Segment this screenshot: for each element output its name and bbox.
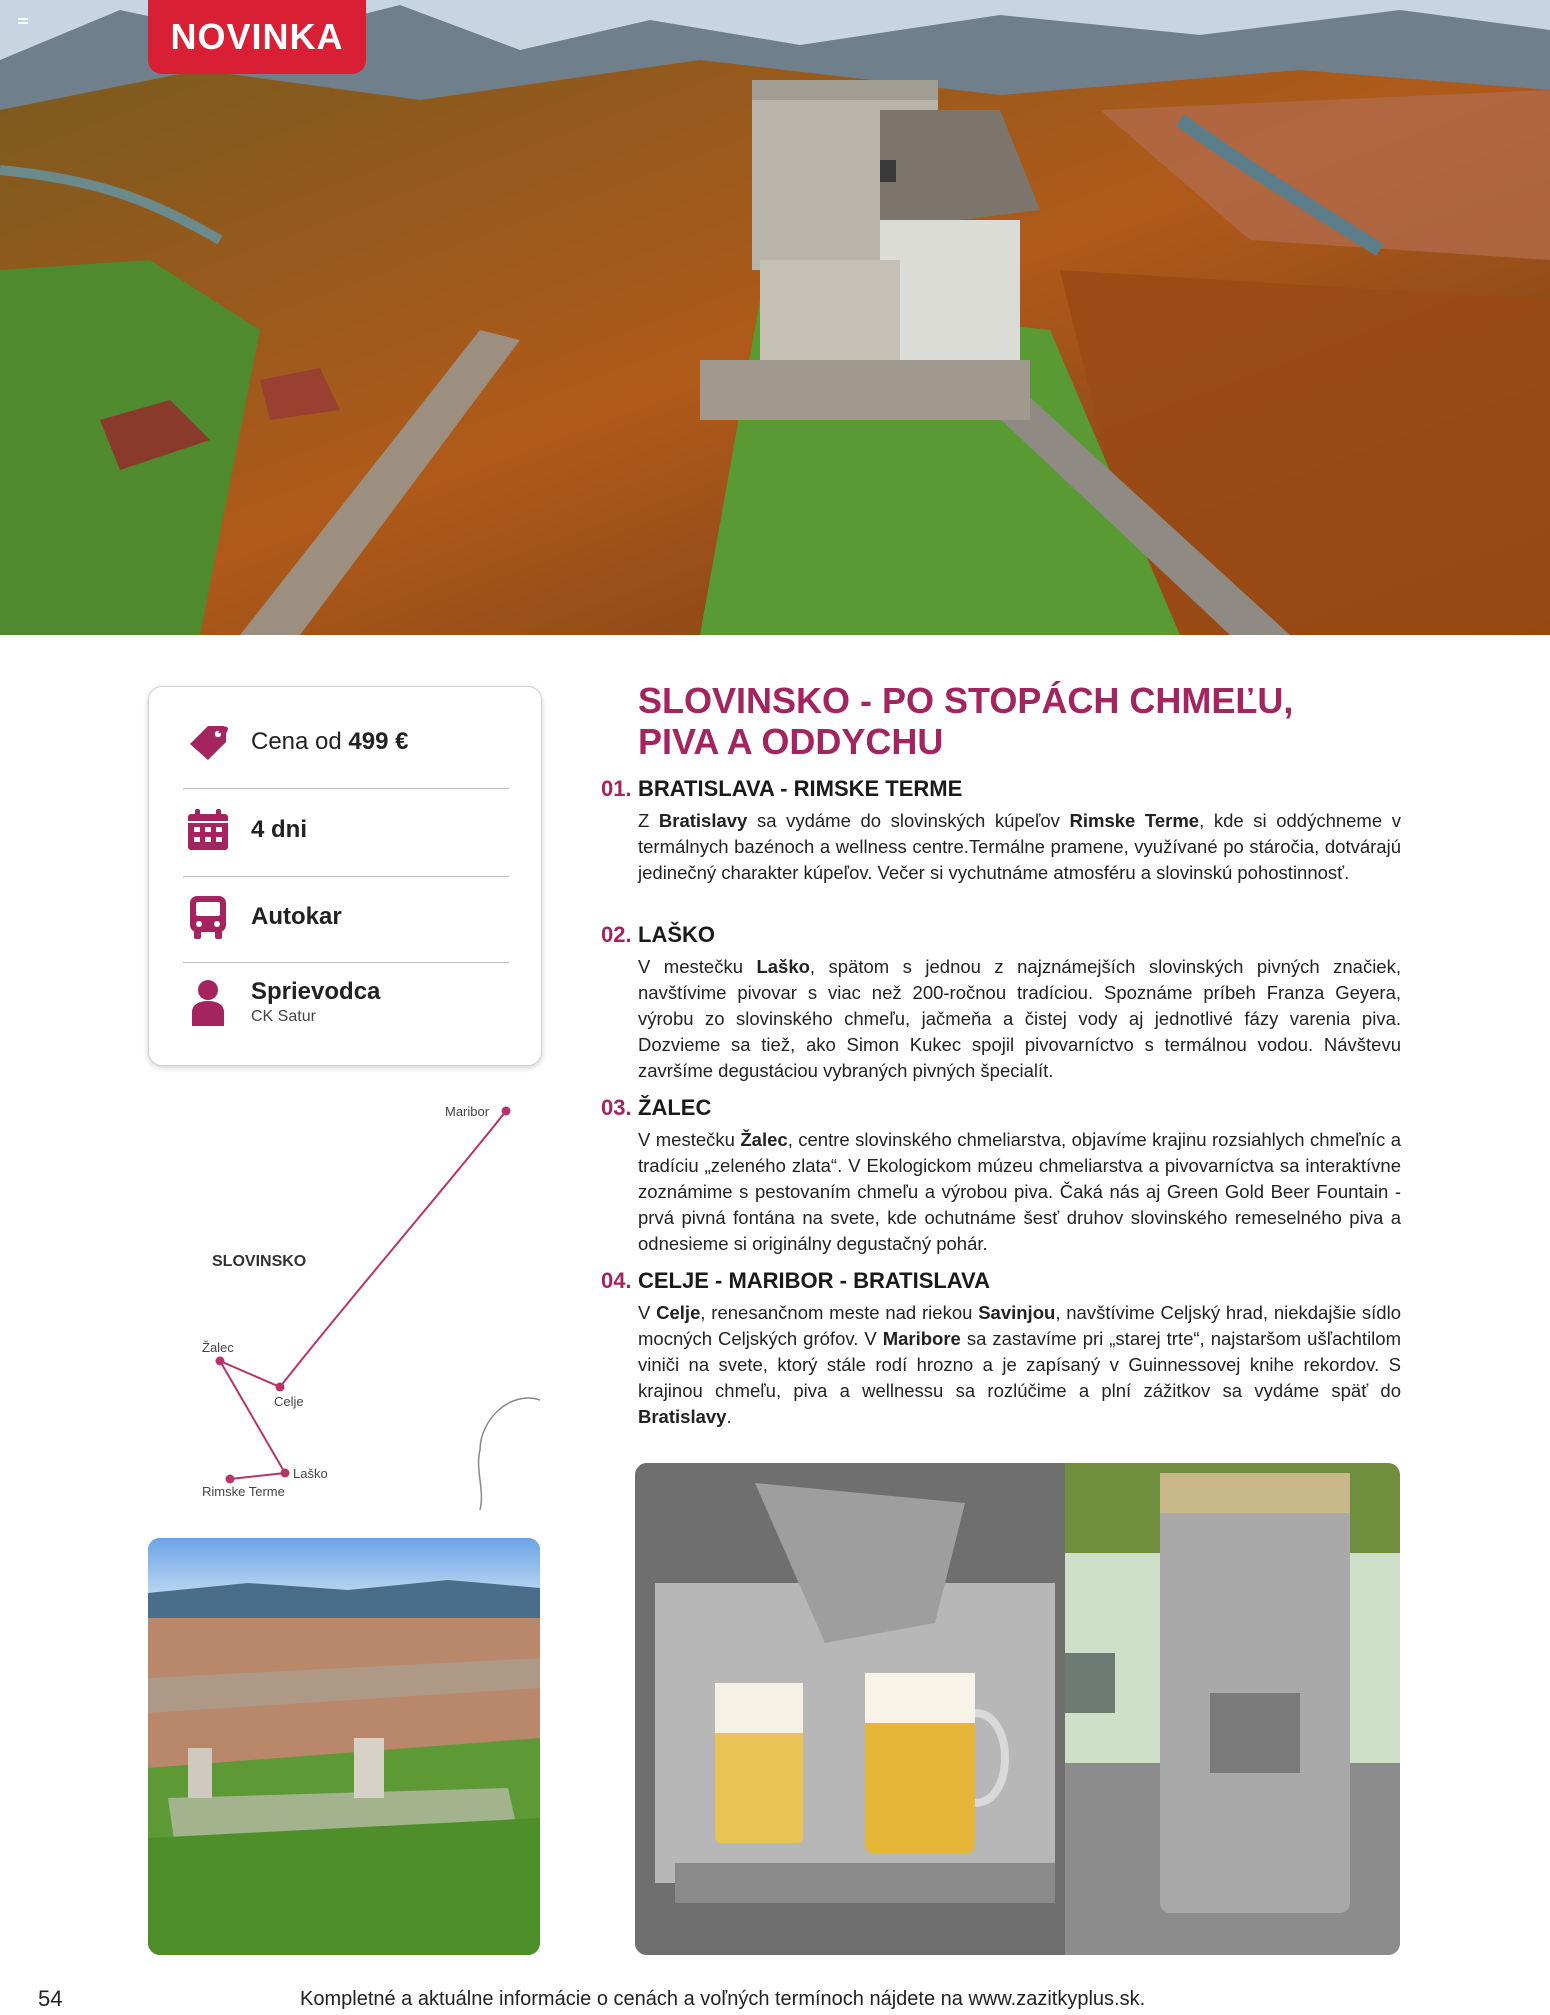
bold-place-name: Savinjou bbox=[978, 1302, 1056, 1323]
day-text bbox=[638, 1127, 1401, 1257]
bold-place-name: Laško bbox=[756, 956, 810, 977]
day-heading: CELJE - MARIBOR - BRATISLAVA bbox=[638, 1268, 990, 1293]
trip-title bbox=[638, 680, 1398, 762]
route-line bbox=[220, 1111, 506, 1479]
bold-place-name: Žalec bbox=[740, 1129, 788, 1150]
text-run: Z bbox=[638, 810, 659, 831]
day-number: 01. bbox=[601, 776, 632, 801]
person-icon bbox=[183, 977, 233, 1027]
text-run: , navštívime Celjský hrad, niekdajšie sídlo mocných Celjských grófov. V bbox=[638, 1302, 1401, 1349]
divider bbox=[183, 788, 509, 789]
page-number: 54 bbox=[38, 1986, 63, 2011]
map-town-label: Celje bbox=[274, 1394, 304, 1409]
bold-place-name: Rimske Terme bbox=[1069, 810, 1200, 831]
price-value: 499 € bbox=[348, 728, 409, 755]
text-run: . bbox=[726, 1406, 732, 1427]
day-text bbox=[638, 954, 1401, 1084]
text-run: sa zastavíme pri „starej trte“, najstaršom ušľachtilom viniči na svete, ktorý stále rodí hrozno a je zapísaný v Guinnessovej knihe rekordov. S krajinou chmeľu, piva a wellnessu sa rozlúčime a plní zážitkov sa vydáme späť do bbox=[638, 1328, 1401, 1401]
text-run: , renesančnom meste nad riekou bbox=[700, 1302, 979, 1323]
route-map bbox=[180, 1090, 540, 1510]
photo-beer-fountain bbox=[635, 1463, 1400, 1955]
title-text: SLOVINSKO - PO STOPÁCH CHMEĽU, PIVA A ODDYCHU bbox=[638, 680, 1294, 762]
transport-value: Autokar bbox=[251, 903, 342, 930]
border-line bbox=[479, 1398, 540, 1510]
divider bbox=[183, 876, 509, 877]
footer-note: Kompletné a aktuálne informácie o cenách a voľných termínoch nájdete na www.zazitkyplus.sk. bbox=[300, 1988, 1146, 2010]
map-town-label: Maribor bbox=[445, 1104, 490, 1119]
stop-maribor bbox=[502, 1107, 511, 1116]
hero-photo-castle bbox=[0, 0, 1550, 635]
guide-value: Sprievodca bbox=[251, 978, 381, 1005]
price-row bbox=[183, 717, 509, 767]
divider bbox=[183, 962, 509, 963]
bus-icon bbox=[183, 892, 233, 942]
map-town-label: Žalec bbox=[202, 1340, 234, 1355]
price-tag-icon bbox=[183, 717, 233, 767]
price-label: Cena od bbox=[251, 728, 342, 755]
transport-row bbox=[183, 892, 509, 942]
day-3 bbox=[601, 1095, 1401, 1257]
map-town-label: Rimske Terme bbox=[202, 1484, 285, 1499]
guide-sub: CK Satur bbox=[251, 1008, 316, 1025]
day-1 bbox=[601, 776, 1401, 886]
day-heading: ŽALEC bbox=[638, 1095, 712, 1120]
map-town-label: Laško bbox=[293, 1466, 328, 1481]
day-text bbox=[638, 1300, 1401, 1430]
bold-place-name: Bratislavy bbox=[638, 1406, 727, 1427]
day-heading: LAŠKO bbox=[638, 922, 715, 947]
calendar-icon bbox=[183, 805, 233, 855]
bold-place-name: Bratislavy bbox=[658, 810, 748, 831]
trip-info-card bbox=[148, 686, 542, 1066]
stop-lasko bbox=[281, 1469, 290, 1478]
guide-row bbox=[183, 977, 509, 1027]
text-run: , spätom s jednou z najznámejších slovinských pivných značiek, navštívime pivovar s viac než 200-ročnou tradíciou. Spoznáme príbeh Franza Geyera, výrobu zo slovinského chmeľu, jačmeňa a čistej vody aj jednotlivé fázy varenia piva. Dozvieme sa tiež, ako Simon Kukec spojil pivovarníctvo s termálnou vodou. Návštevu završíme degustáciou vybraných pivných špecialít. bbox=[638, 956, 1401, 1081]
bold-place-name: Maribore bbox=[882, 1328, 961, 1349]
stop-celje bbox=[276, 1383, 285, 1392]
text-run: sa vydáme do slovinských kúpeľov bbox=[747, 810, 1070, 831]
duration-value: 4 dni bbox=[251, 816, 308, 843]
day-number: 04. bbox=[601, 1268, 632, 1293]
day-4 bbox=[601, 1268, 1401, 1430]
duration-row bbox=[183, 805, 509, 855]
text-run: , kde si oddýchneme v termálnych bazénoch a wellness centre.Termálne pramene, využívané po stáročia, dotvárajú jedinečný charakter kúpeľov. Večer si vychutnáme atmosféru a slovinskú pohostinnosť. bbox=[638, 810, 1401, 883]
menu-icon bbox=[18, 18, 28, 26]
day-number: 02. bbox=[601, 922, 632, 947]
stop-zalec bbox=[216, 1357, 225, 1366]
day-number: 03. bbox=[601, 1095, 632, 1120]
text-run: V bbox=[638, 1302, 657, 1323]
bold-place-name: Celje bbox=[656, 1302, 701, 1323]
day-heading: BRATISLAVA - RIMSKE TERME bbox=[638, 776, 963, 801]
stop-rimske-terme bbox=[226, 1475, 235, 1484]
map-country-label: SLOVINSKO bbox=[212, 1253, 307, 1270]
text-run: V mestečku bbox=[638, 956, 757, 977]
text-run: V mestečku bbox=[638, 1129, 741, 1150]
day-2 bbox=[601, 922, 1401, 1084]
photo-celje-aerial bbox=[148, 1538, 540, 1955]
new-badge: NOVINKA bbox=[148, 0, 366, 74]
text-run: , centre slovinského chmeliarstva, objavíme krajinu rozsiahlych chmeľníc a tradíciu „zeleného zlata“. V Ekologickom múzeu chmeliarstva a pivovarníctva sa interaktívne zoznámime s pestovaním chmeľu a výrobou piva. Čaká nás aj Green Gold Beer Fountain - prvá pivná fontána na svete, kde ochutnáme šesť druhov slovinského remeselného piva a odnesieme si originálny degustačný pohár. bbox=[638, 1129, 1402, 1254]
day-text bbox=[638, 808, 1401, 886]
